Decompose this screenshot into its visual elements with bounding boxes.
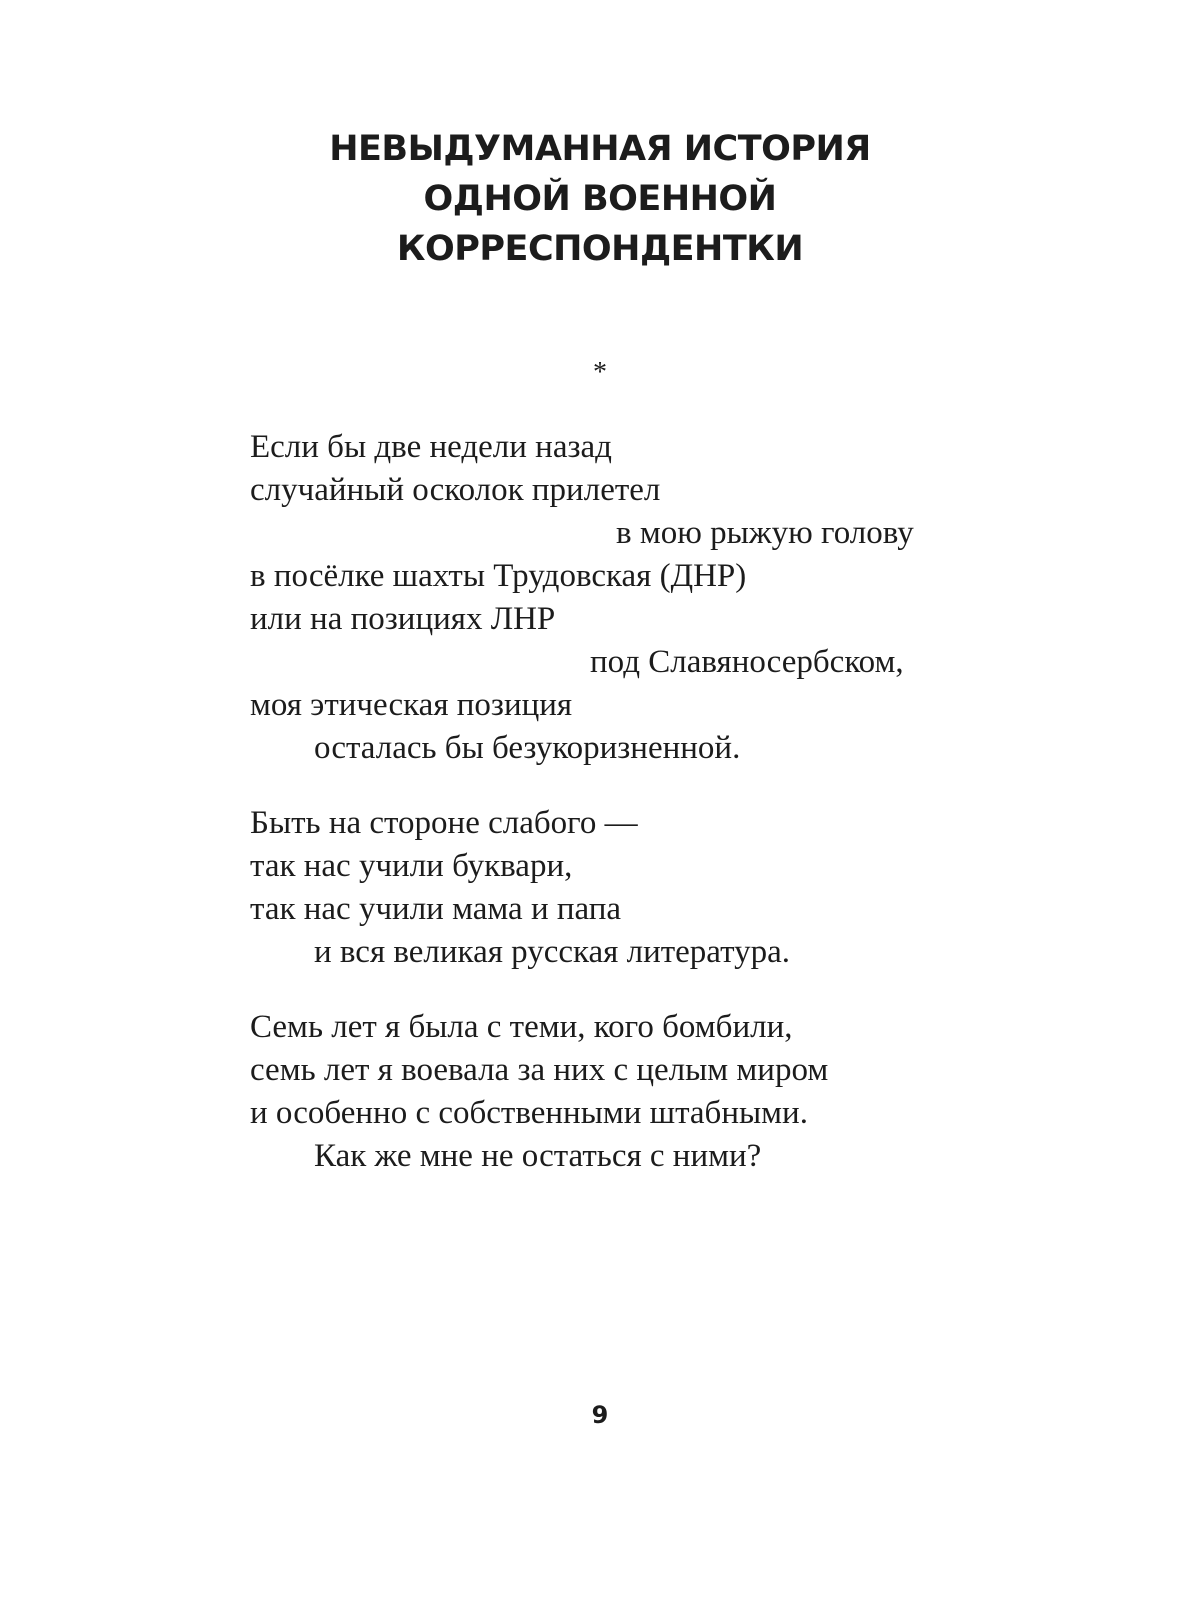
- poem: [250, 426, 950, 1210]
- verse-line: Как же мне не остаться с ними?: [314, 1138, 762, 1174]
- verse-line: моя этическая позиция: [250, 687, 573, 723]
- verse-line: Быть на стороне слабого —: [250, 805, 638, 841]
- verse-line: так нас учили буквари,: [250, 848, 573, 884]
- title-line: ОДНОЙ ВОЕННОЙ: [423, 179, 777, 219]
- verse-line: Если бы две недели назад: [250, 429, 612, 465]
- verse-line: осталась бы безукоризненной.: [314, 730, 741, 766]
- stanza: [250, 426, 950, 770]
- verse-line: случайный осколок прилетел: [250, 472, 661, 508]
- verse-line: или на позициях ЛНР: [250, 601, 556, 637]
- verse-line: в посёлке шахты Трудовская (ДНР): [250, 558, 747, 594]
- page-number: 9: [591, 1401, 609, 1429]
- verse-line: в мою рыжую голову: [616, 515, 914, 551]
- page-title: [0, 124, 1200, 274]
- verse-line: и особенно с собственными штабными.: [250, 1095, 808, 1131]
- stanza: [250, 1006, 950, 1178]
- verse-line: семь лет я воевала за них с целым миром: [250, 1052, 829, 1088]
- verse-line: и вся великая русская литература.: [314, 934, 790, 970]
- title-line: НЕВЫДУМАННАЯ ИСТОРИЯ: [329, 129, 871, 169]
- section-separator: *: [593, 357, 607, 388]
- stanza: [250, 802, 950, 974]
- verse-line: под Славяносербском,: [590, 644, 904, 680]
- title-line: КОРРЕСПОНДЕНТКИ: [396, 229, 804, 269]
- verse-line: так нас учили мама и папа: [250, 891, 622, 927]
- verse-line: Семь лет я была с теми, кого бомбили,: [250, 1009, 793, 1045]
